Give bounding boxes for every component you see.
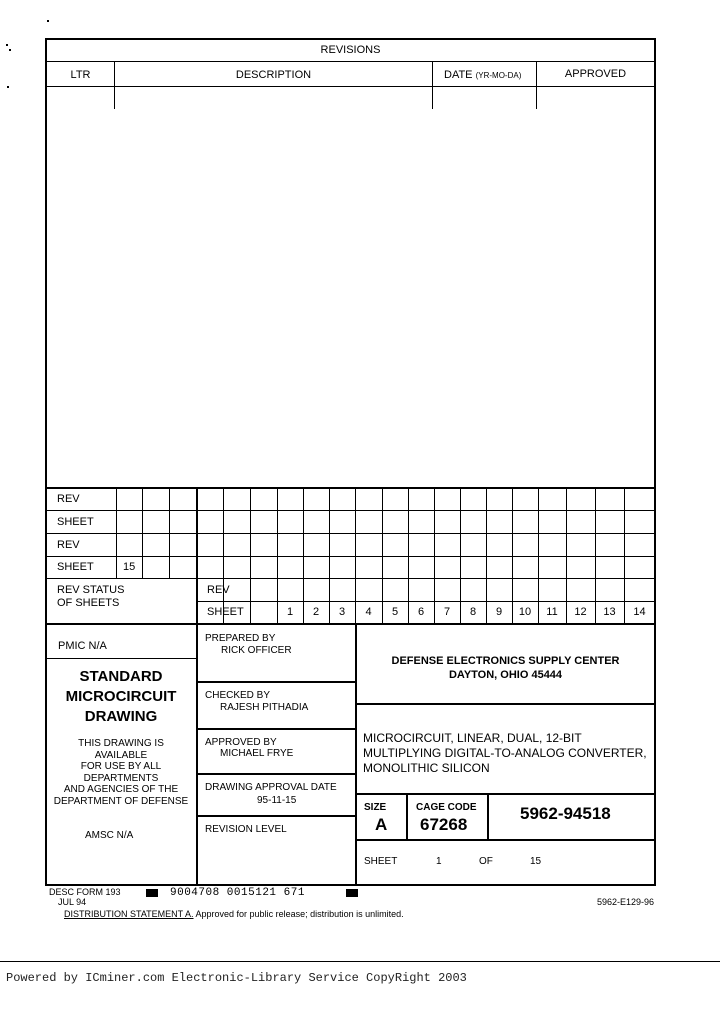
drawing-title: MICROCIRCUIT, LINEAR, DUAL, 12-BIT MULTIPLYING DIGITAL-TO-ANALOG CONVERTER, MONOLITHIC SILICON [363, 731, 647, 775]
of-label: OF [479, 856, 493, 867]
grid-column-line [624, 487, 625, 624]
powered-by-footer: Powered by ICminer.com Electronic-Library Service CopyRight 2003 [6, 971, 467, 985]
grid-column-line [329, 487, 330, 624]
barcode-text: 9004708 0015121 671 [170, 887, 305, 899]
barcode [146, 888, 360, 898]
grid-column-line [277, 487, 278, 624]
approval-date-value: 95-11-15 [257, 795, 297, 806]
grid-column-line [250, 487, 251, 624]
sheet-number: 5 [391, 606, 399, 618]
sheet-number: 2 [312, 606, 320, 618]
grid-column-line [538, 487, 539, 624]
col-ltr: LTR [70, 69, 91, 81]
sheet-number: 11 [546, 606, 558, 618]
prepared-by-label: PREPARED BY [205, 633, 276, 644]
standard-microcircuit-drawing: STANDARD MICROCIRCUIT DRAWING [65, 668, 177, 725]
sheet-number: 8 [469, 606, 477, 618]
sheet-number: 3 [338, 606, 346, 618]
sheet-number: 4 [365, 606, 372, 618]
grid-column-line [486, 487, 487, 624]
sheet-number: 6 [417, 606, 425, 618]
col-description: DESCRIPTION [235, 69, 312, 81]
approval-date-label: DRAWING APPROVAL DATE [205, 782, 337, 793]
status-sheet-label: SHEET [207, 606, 244, 618]
form-number: 5962-E129-96 [597, 897, 655, 907]
size-label: SIZE [364, 802, 387, 813]
amsc-label: AMSC N/A [85, 830, 134, 841]
prepared-by-name: RICK OFFICER [221, 645, 292, 656]
scan-mark [47, 20, 49, 22]
col-approved: APPROVED [564, 68, 627, 80]
sheet-number: 13 [603, 606, 616, 618]
scan-mark [9, 49, 11, 51]
cage-code-label: CAGE CODE [416, 802, 477, 813]
grid-column-line [303, 487, 304, 624]
grid-column-line [460, 487, 461, 624]
grid-column-line [566, 487, 567, 624]
sheet-number: 14 [633, 606, 646, 618]
form-id: DESC FORM 193 [49, 887, 121, 897]
of-value: 15 [530, 856, 542, 867]
scan-mark [7, 86, 9, 88]
rev-status-label-2: OF SHEETS [57, 597, 120, 609]
sheet-number: 7 [443, 606, 451, 618]
sheet-number: 9 [495, 606, 503, 618]
grid-column-line [595, 487, 596, 624]
checked-by-label: CHECKED BY [205, 690, 271, 701]
grid-column-line [512, 487, 513, 624]
sheet-count: 15 [123, 561, 136, 573]
cage-code-value: 67268 [420, 815, 468, 834]
rev-row-label: REV [57, 539, 80, 551]
grid-column-line [382, 487, 383, 624]
grid-column-line [408, 487, 409, 624]
grid-column-line [223, 487, 224, 624]
sheet-value: 1 [436, 856, 442, 867]
revision-level-label: REVISION LEVEL [205, 824, 287, 835]
col-date: DATE (YR-MO-DA) [444, 69, 522, 81]
grid-column-line [355, 487, 356, 624]
approved-by-name: MICHAEL FRYE [220, 748, 294, 759]
rev-status-label: REV STATUS [57, 584, 125, 596]
grid-column-line [434, 487, 435, 624]
pmic-label: PMIC N/A [58, 640, 107, 652]
sheet-row-label: SHEET [57, 516, 94, 528]
revisions-title: REVISIONS [320, 44, 381, 56]
sheet-number: 1 [286, 606, 294, 618]
form-date: JUL 94 [58, 897, 87, 907]
checked-by-name: RAJESH PITHADIA [220, 702, 309, 713]
status-rev-label: REV [207, 584, 230, 596]
organization: DEFENSE ELECTRONICS SUPPLY CENTER DAYTON, OHIO 45444 [391, 655, 620, 681]
rev-row-label: REV [57, 493, 80, 505]
availability-statement: THIS DRAWING IS AVAILABLE FOR USE BY ALL DEPARTMENTS AND AGENCIES OF THE DEPARTMENT OF DEFENSE [53, 738, 189, 807]
sheet-row-label: SHEET [57, 561, 94, 573]
sheet-number: 12 [574, 606, 587, 618]
revisions-divider [46, 61, 655, 62]
drawing-number: 5962-94518 [520, 804, 611, 823]
page-rule [0, 961, 720, 962]
sheet-label: SHEET [364, 856, 398, 867]
scan-mark [6, 44, 8, 46]
distribution-statement: DISTRIBUTION STATEMENT A. Approved for public release; distribution is unlimited. [64, 909, 404, 919]
sheet-number: 10 [518, 606, 532, 618]
size-value: A [375, 815, 388, 834]
approved-by-label: APPROVED BY [205, 737, 277, 748]
